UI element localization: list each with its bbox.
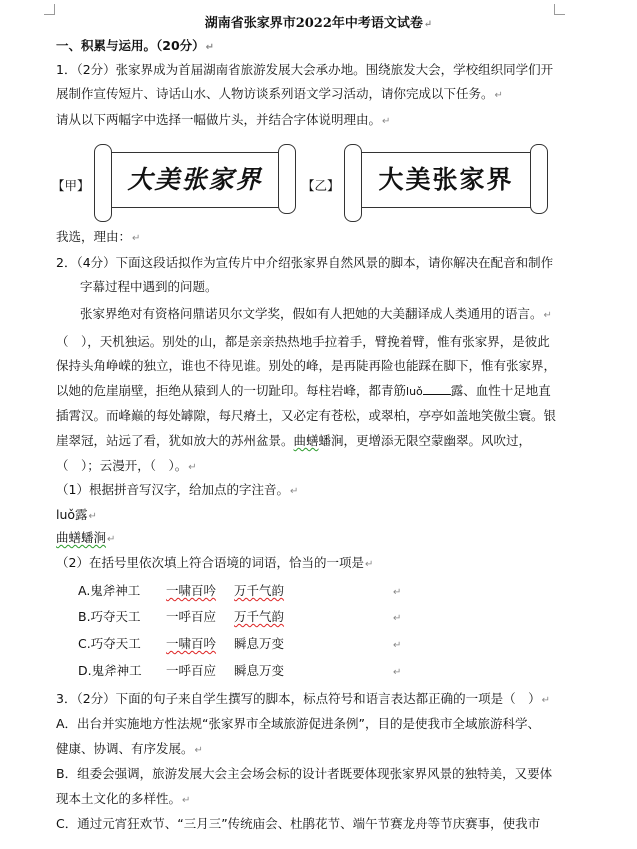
option-label-yi: 【乙】 — [302, 178, 340, 193]
option-c[interactable]: C.巧夺天工 — [78, 636, 141, 651]
para-mark: ↵ — [393, 613, 402, 624]
option-c-word-2: 一啸百吟 — [166, 636, 217, 651]
fill-blank — [423, 383, 451, 395]
document-title: 湖南省张家界市2022年中考语文试卷↵ — [204, 16, 433, 31]
q2-passage-intro: 张家界绝对有资格问鼎诺贝尔文学奖，假如有人把她的大美翻译成人类通用的语言。↵ — [80, 306, 552, 321]
calligraphy-scroll-yi — [344, 142, 548, 222]
q1-answer-line: 我选，理由：↵ — [56, 229, 141, 244]
option-c-word-3: 瞬息万变 — [234, 636, 285, 651]
q3-line-1: 3．（2分）下面的句子来自学生撰写的脚本，标点符号和语言表达都正确的一项是（ ）↵ — [56, 691, 551, 706]
q2-line-2: 字幕过程中遇到的问题。 — [80, 279, 218, 294]
q2-line-1: 2．（4分）下面这段话拟作为宣传片中介绍张家界自然风景的脚本，请你解决在配音和制作 — [56, 255, 554, 270]
scroll-roller-left — [94, 144, 112, 222]
scroll-text-yi: 大美张家界 — [378, 165, 514, 194]
q2-subquestion-2: （2）在括号里依次填上符合语境的词语，恰当的一项是↵ — [56, 555, 374, 570]
q2-passage-line-2: 保持头角峥嵘的独立，谁也不待见谁。别处的峰，是再陡再险也能踩在脚下，惟有张家界， — [56, 358, 557, 373]
q2-passage-line-4: 插霄汉。而峰巅的每处罅隙，每尺瘠土，又必定有苍松，或翠柏，亭亭如盖地笑傲尘寰。银 — [56, 408, 557, 423]
q2-sub1-item-b: 曲蟮蟠涧↵ — [56, 530, 116, 545]
q1-line-3: 请从以下两幅字中选择一幅做片头，并结合字体说明理由。↵ — [56, 112, 391, 127]
option-b-word-2: 一呼百应 — [166, 609, 217, 624]
scroll-roller-right — [530, 144, 548, 214]
q2-sub1-item-a: luǒ露↵ — [56, 507, 97, 522]
option-b[interactable]: B.巧夺天工 — [78, 609, 141, 624]
q1-line-1: 1．（2分）张家界成为首届湖南省旅游发展大会承办地。围绕旅发大会，学校组织同学们开 — [56, 62, 554, 77]
option-b-word-3: 万千气韵 — [234, 609, 285, 624]
option-label-jia: 【甲】 — [52, 178, 90, 193]
calligraphy-scroll-jia — [94, 142, 296, 222]
q3-option-b-line-1[interactable]: B．组委会强调，旅游发展大会主会场会标的设计者既要体现张家界风景的独特美，又要体 — [56, 766, 553, 781]
section-heading: 一、积累与运用。（20分）↵ — [56, 38, 215, 53]
q3-option-b-line-2: 现本土文化的多样性。↵ — [56, 791, 191, 806]
option-d-word-2: 一呼百应 — [166, 663, 217, 678]
q1-line-2: 展制作宣传短片、诗话山水、人物访谈系列语文学习活动，请你完成以下任务。↵ — [56, 86, 503, 101]
option-a[interactable]: A.鬼斧神工 — [78, 583, 141, 598]
option-a-word-3: 万千气韵 — [234, 583, 285, 598]
q2-subquestion-1: （1）根据拼音写汉字，给加点的字注音。↵ — [56, 482, 299, 497]
q3-option-c-line-1[interactable]: C．通过元宵狂欢节、“三月三”传统庙会、杜鹃花节、端午节赛龙舟等节庆赛事，使我市 — [56, 816, 541, 831]
option-d[interactable]: D.鬼斧神工 — [78, 663, 142, 678]
scroll-roller-right — [278, 144, 296, 214]
option-a-word-2: 一啸百吟 — [166, 583, 217, 598]
q2-passage-line-5: 崖翠冠，站远了看，犹如放大的苏州盆景。曲蟮蟠涧，更增添无限空蒙幽翠。风吹过， — [56, 433, 532, 448]
q2-passage-line-6: （ ）；云漫开，（ ）。↵ — [56, 458, 197, 473]
option-d-word-3: 瞬息万变 — [234, 663, 285, 678]
q3-option-a-line-2: 健康、协调、有序发展。↵ — [56, 741, 203, 756]
scroll-text-jia: 大美张家界 — [127, 165, 263, 194]
q2-passage-line-3: 以她的危崖崩壁，拒绝从猿到人的一切趾印。每柱岩峰，都青筋luǒ 露、血性十足地直 — [56, 383, 551, 398]
para-mark: ↵ — [393, 667, 402, 678]
para-mark: ↵ — [393, 587, 402, 598]
q2-passage-line-1: （ ），天机独运。别处的山，都是亲亲热热地手拉着手，臂挽着臂，惟有张家界，是彼此 — [56, 334, 550, 349]
para-mark: ↵ — [393, 640, 402, 651]
scroll-roller-left — [344, 144, 362, 222]
q3-option-a-line-1[interactable]: A．出台并实施地方性法规“张家界市全域旅游促进条例”，目的是使我市全域旅游科学、 — [56, 716, 541, 731]
